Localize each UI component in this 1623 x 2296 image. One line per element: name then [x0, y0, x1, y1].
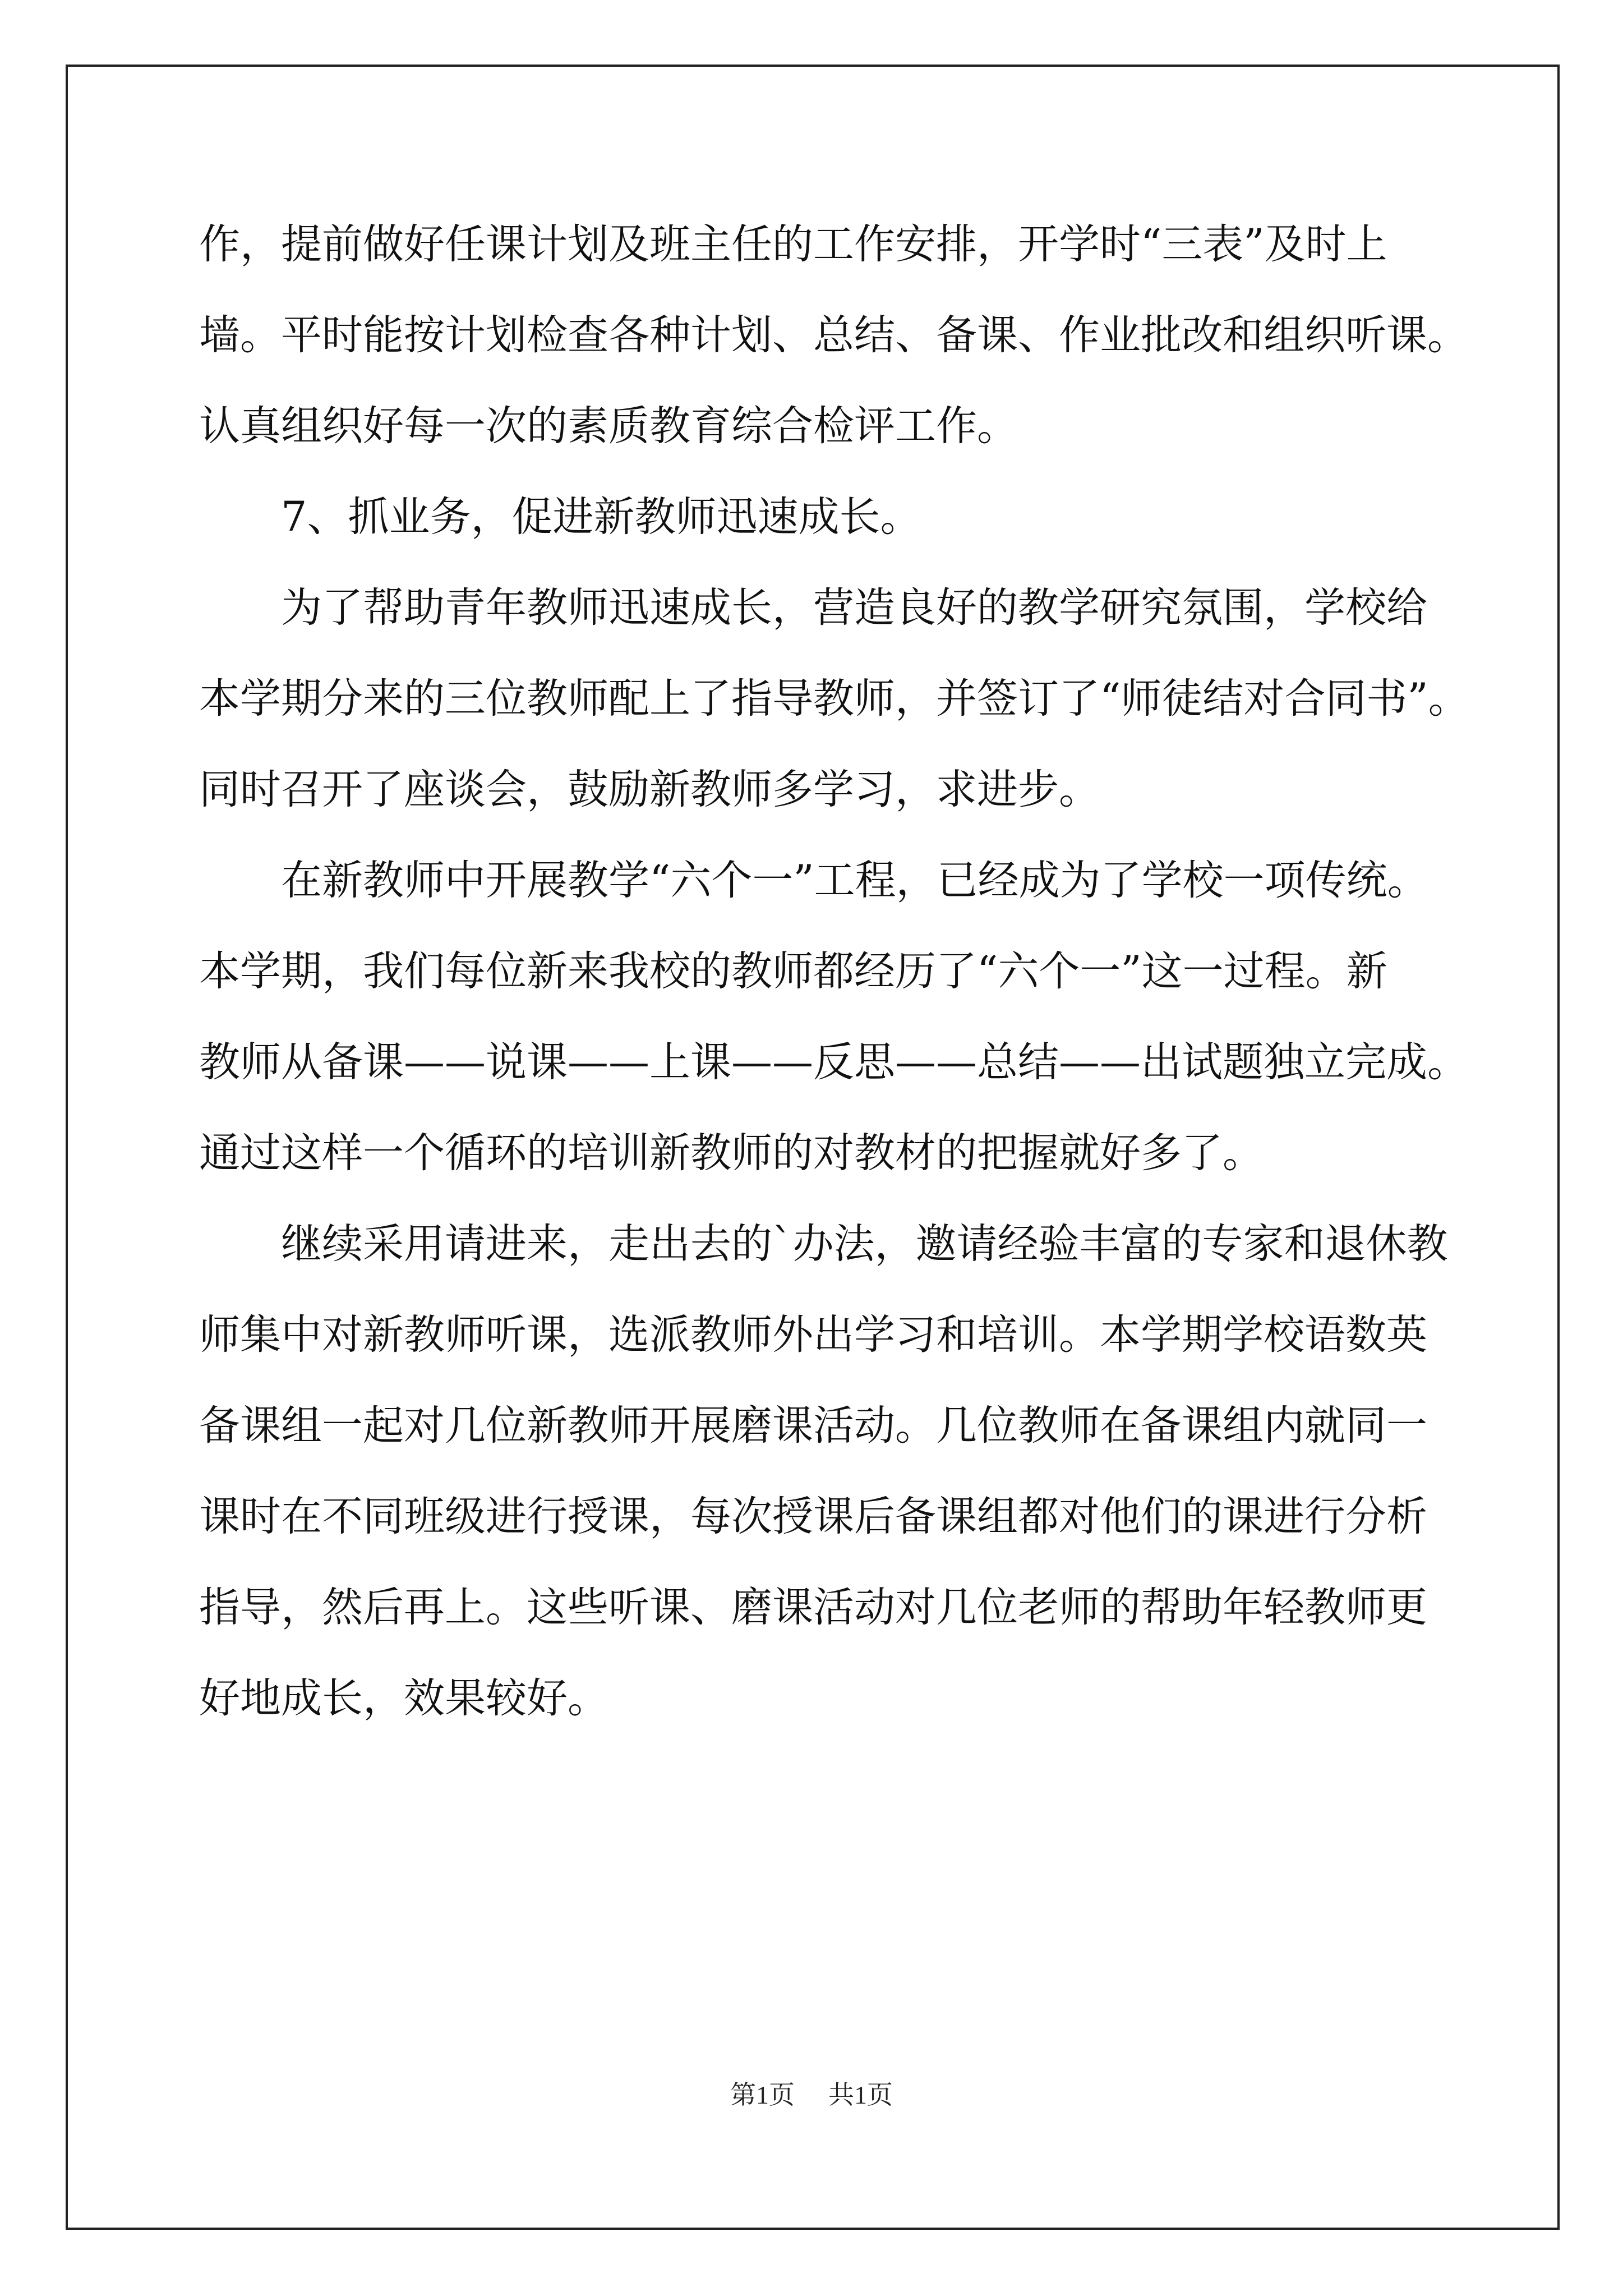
text-line: 作，提前做好任课计划及班主任的工作安排，开学时“三表”及时上: [199, 220, 1387, 268]
text-line: 备课组一起对几位新教师开展磨课活动。几位教师在备课组内就同一: [199, 1402, 1427, 1450]
text-line: 在新教师中开展教学“六个一”工程，已经成为了学校一项传统。: [281, 857, 1428, 904]
text-line: 本学期分来的三位教师配上了指导教师，并签订了“师徒结对合同书”。: [199, 675, 1469, 723]
text-line: 本学期，我们每位新来我校的教师都经历了“六个一”这一过程。新: [199, 947, 1387, 995]
text-line: 继续采用请进来，走出去的`办法，邀请经验丰富的专家和退休教: [281, 1220, 1448, 1268]
text-line: 认真组织好每一次的素质教育综合检评工作。: [199, 402, 1018, 450]
text-line: 为了帮助青年教师迅速成长，营造良好的教学研究氛围，学校给: [281, 584, 1427, 632]
text-line: 同时召开了座谈会，鼓励新教师多学习，求进步。: [199, 766, 1100, 813]
text-line: 师集中对新教师听课，选派教师外出学习和培训。本学期学校语数英: [199, 1311, 1427, 1359]
text-line: 通过这样一个循环的培训新教师的对教材的把握就好多了。: [199, 1129, 1264, 1177]
text-line: 墙。平时能按计划检查各种计划、总结、备课、作业批改和组织听课。: [199, 311, 1468, 359]
text-line: 课时在不同班级进行授课，每次授课后备课组都对他们的课进行分析: [199, 1493, 1427, 1540]
page-footer: [0, 2078, 1623, 2112]
text-line: 指导，然后再上。这些听课、磨课活动对几位老师的帮助年轻教师更: [199, 1584, 1427, 1631]
page-number: 第1页: [730, 2081, 795, 2109]
text-line: 教师从备课——说课——上课——反思——总结——出试题独立完成。: [199, 1038, 1468, 1086]
page-total: 共1页: [828, 2081, 893, 2109]
text-line: 好地成长，效果较好。: [199, 1674, 608, 1722]
document-body: [199, 199, 1469, 1744]
section-heading: 7、抓业务，促进新教师迅速成长。: [281, 493, 921, 541]
